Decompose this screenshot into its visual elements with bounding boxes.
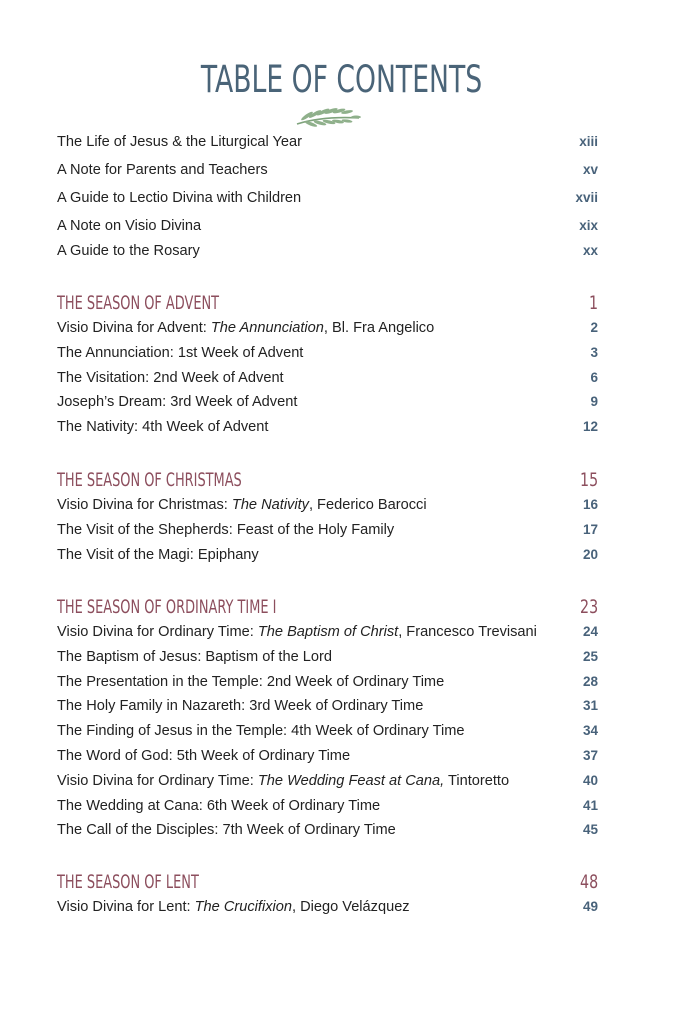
entry-title-text: The Finding of Jesus in the Temple: 4th Week of Ordinary Time [57, 723, 465, 740]
entry-title-text: The Wedding at Cana: 6th Week of Ordinary Time [57, 797, 381, 814]
entry-title-text: Visio Divina for Advent: [57, 320, 211, 336]
entry-title: A Guide to Lectio Divina with Children [57, 190, 302, 206]
toc-entry[interactable] [57, 723, 598, 745]
entry-title [57, 773, 509, 789]
toc-entry[interactable] [57, 748, 598, 770]
entry-title-text: The Baptism of Jesus: Baptism of the Lord [57, 648, 332, 665]
section-page-number: 23 [579, 596, 598, 618]
toc-entry[interactable] [57, 320, 598, 342]
section-heading[interactable] [57, 596, 598, 622]
toc-entry[interactable] [57, 649, 598, 671]
toc-entry[interactable] [57, 497, 598, 519]
toc-entry[interactable] [57, 698, 598, 720]
entry-page-number: 16 [582, 497, 598, 512]
entry-title-text: The Call of the Disciples: 7th Week of Ordinary Time [57, 822, 396, 839]
entry-page-number: 41 [582, 797, 598, 813]
entry-title [57, 798, 380, 814]
entry-title [57, 345, 303, 361]
entry-title [57, 419, 268, 435]
toc-entry[interactable] [57, 394, 598, 416]
section-heading[interactable] [57, 871, 598, 897]
entry-title [57, 649, 332, 665]
entry-page-number: 37 [582, 748, 598, 763]
entry-artwork-title: The Annunciation [210, 320, 324, 336]
laurel-leaf-icon [293, 102, 363, 130]
entry-page-number: 2 [590, 320, 598, 335]
entry-page-number: 49 [582, 899, 598, 914]
entry-title-text: Visio Divina for Ordinary Time: [57, 772, 258, 789]
entry-title-text: The Word of God: 5th Week of Ordinary Time [57, 748, 351, 764]
toc-entry[interactable] [57, 822, 598, 844]
toc-entry[interactable] [57, 134, 598, 156]
entry-artwork-title: The Wedding Feast at Cana, [257, 772, 445, 789]
toc-entry[interactable] [57, 218, 598, 240]
entry-title [57, 748, 350, 764]
entry-title-text: Joseph’s Dream: 3rd Week of Advent [57, 394, 298, 411]
entry-title [57, 674, 444, 690]
entry-artist: , Federico Barocci [308, 497, 427, 513]
entry-page-number: 28 [582, 673, 598, 689]
entry-title-text: Visio Divina for Christmas: [57, 497, 232, 513]
entry-page-number: 24 [582, 624, 598, 639]
page-title: TABLE OF CONTENTS [200, 58, 483, 101]
entry-title [57, 624, 537, 640]
toc-entry[interactable] [57, 162, 598, 184]
entry-title-text: The Visit of the Shepherds: Feast of the Holy Family [57, 521, 395, 538]
entry-page-number: 45 [582, 822, 598, 838]
entry-title: The Life of Jesus & the Liturgical Year [57, 134, 303, 150]
entry-title-text: The Presentation in the Temple: 2nd Week of Ordinary Time [57, 673, 445, 690]
entry-title: A Note on Visio Divina [57, 218, 202, 234]
toc-entry[interactable] [57, 370, 598, 392]
entry-title [57, 394, 297, 410]
entry-artist: , Diego Velázquez [291, 899, 410, 915]
entry-title-text: The Visit of the Magi: Epiphany [57, 546, 259, 563]
entry-title-text: Visio Divina for Ordinary Time: [57, 624, 258, 640]
entry-page-number: xvii [575, 190, 598, 205]
entry-title [57, 698, 423, 714]
entry-page-number: 6 [590, 369, 598, 385]
entry-artwork-title: The Nativity [231, 497, 309, 513]
entry-page-number: 9 [590, 394, 598, 410]
section-page-number: 15 [579, 469, 598, 491]
section-title: THE SEASON OF LENT [57, 871, 199, 893]
toc-entry[interactable] [57, 773, 598, 795]
entry-title [57, 547, 259, 563]
section-page-number: 1 [588, 292, 598, 314]
entry-artist: , Bl. Fra Angelico [323, 320, 435, 336]
entry-title [57, 320, 434, 336]
entry-page-number: 40 [582, 772, 598, 788]
toc-entry[interactable] [57, 798, 598, 820]
entry-title-text: The Annunciation: 1st Week of Advent [57, 344, 304, 361]
entry-page-number: xix [579, 218, 598, 233]
entry-artist: Tintoretto [444, 772, 510, 789]
toc-entry[interactable] [57, 547, 598, 569]
entry-page-number: 12 [582, 419, 598, 435]
entry-artist: , Francesco Trevisani [398, 624, 537, 640]
toc-entry[interactable] [57, 624, 598, 646]
entry-artwork-title: The Crucifixion [194, 899, 292, 915]
entry-title [57, 370, 284, 386]
entry-page-number: 3 [590, 344, 598, 360]
section-title: THE SEASON OF ORDINARY TIME I [57, 596, 277, 618]
entry-page-number: xiii [579, 134, 598, 149]
entry-title [57, 899, 410, 915]
entry-page-number: 34 [582, 723, 598, 739]
entry-page-number: 17 [582, 521, 598, 537]
toc-entry[interactable] [57, 674, 598, 696]
toc-entry[interactable] [57, 190, 598, 212]
entry-page-number: 31 [582, 698, 598, 714]
entry-page-number: 25 [582, 648, 598, 664]
section-page-number: 48 [579, 871, 598, 893]
entry-title: A Note for Parents and Teachers [57, 162, 268, 178]
entry-title-text: The Holy Family in Nazareth: 3rd Week of Ordinary Time [57, 698, 424, 715]
entry-page-number: 20 [582, 546, 598, 562]
toc-entry[interactable] [57, 345, 598, 367]
entry-title-text: Visio Divina for Lent: [57, 899, 195, 915]
entry-title [57, 522, 394, 538]
section-title: THE SEASON OF CHRISTMAS [57, 469, 242, 491]
entry-title: A Guide to the Rosary [57, 243, 200, 259]
entry-title [57, 822, 396, 838]
entry-title-text: The Nativity: 4th Week of Advent [57, 419, 269, 436]
entry-page-number: xx [582, 243, 598, 258]
section-title: THE SEASON OF ADVENT [57, 292, 220, 314]
entry-page-number: xv [582, 162, 598, 177]
toc-entry[interactable] [57, 419, 598, 441]
entry-title [57, 497, 427, 513]
section-heading[interactable] [57, 292, 598, 318]
toc-entry[interactable] [57, 522, 598, 544]
toc-entry[interactable] [57, 899, 598, 921]
entry-title [57, 723, 464, 739]
toc-entry[interactable] [57, 243, 598, 265]
entry-title-text: The Visitation: 2nd Week of Advent [57, 369, 284, 386]
section-heading[interactable] [57, 469, 598, 495]
entry-artwork-title: The Baptism of Christ [257, 624, 399, 640]
